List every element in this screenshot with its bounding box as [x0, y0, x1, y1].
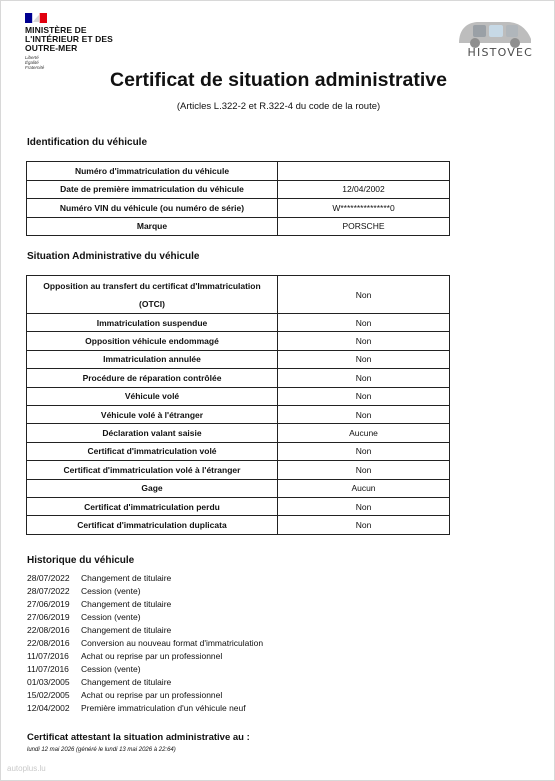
history-entry [27, 585, 263, 598]
row-label: Certificat d'immatriculation perdu [27, 497, 278, 515]
table-row [27, 461, 450, 479]
row-value: W***************0 [278, 199, 450, 218]
row-value: Non [278, 350, 450, 368]
history-date: 15/02/2005 [27, 690, 70, 700]
history-entry [27, 689, 263, 702]
history-heading: Historique du véhicule [27, 555, 135, 566]
row-value: Non [278, 314, 450, 332]
certificate-heading: Certificat attestant la situation administrative au : [27, 732, 250, 743]
row-value: Non [278, 276, 450, 314]
header [25, 13, 535, 73]
row-label: Certificat d'immatriculation volé [27, 442, 278, 460]
row-value: Aucun [278, 479, 450, 497]
history-date: 22/08/2016 [27, 625, 70, 635]
table-row [27, 424, 450, 442]
history-date: 01/03/2005 [27, 677, 70, 687]
page-title: Certificat de situation administrative [110, 69, 447, 91]
history-date: 28/07/2022 [27, 573, 70, 583]
row-label: Numéro d'immatriculation du véhicule [27, 162, 278, 181]
history-date: 28/07/2022 [27, 586, 70, 596]
history-date: 22/08/2016 [27, 638, 70, 648]
identification-table [26, 161, 450, 236]
row-label: Marque [27, 217, 278, 236]
history-entry [27, 624, 263, 637]
row-label: Véhicule volé [27, 387, 278, 405]
table-row [27, 350, 450, 368]
row-value: Non [278, 461, 450, 479]
history-entry [27, 611, 263, 624]
history-event: Changement de titulaire [81, 573, 172, 583]
row-value [278, 162, 450, 181]
table-row [27, 442, 450, 460]
table-row [27, 332, 450, 350]
history-event: Changement de titulaire [81, 599, 172, 609]
history-event: Changement de titulaire [81, 625, 172, 635]
table-row [27, 162, 450, 181]
history-event: Achat ou reprise par un professionnel [81, 690, 223, 700]
history-event: Conversion au nouveau format d'immatriculation [81, 638, 264, 648]
table-row [27, 199, 450, 218]
situation-heading: Situation Administrative du véhicule [27, 251, 200, 262]
row-value: 12/04/2002 [278, 180, 450, 199]
table-row [27, 180, 450, 199]
history-date: 11/07/2016 [27, 664, 69, 674]
row-label: Immatriculation suspendue [27, 314, 278, 332]
certificate-date: lundi 12 mai 2026 (généré le lundi 13 mai 2026 à 22:64) [27, 747, 176, 753]
table-row [27, 276, 450, 314]
history-entry [27, 598, 263, 611]
history-date: 12/04/2002 [27, 703, 70, 713]
row-value: PORSCHE [278, 217, 450, 236]
row-label: Opposition au transfert du certificat d'Immatriculation (OTCI) [27, 276, 278, 314]
row-label: Gage [27, 479, 278, 497]
history-entry [27, 650, 263, 663]
table-row [27, 479, 450, 497]
histovec-logo-text: HISTOVEC [467, 46, 533, 59]
history-event: Cession (vente) [81, 586, 141, 596]
history-date: 27/06/2019 [27, 599, 70, 609]
row-label: Certificat d'immatriculation volé à l'étranger [27, 461, 278, 479]
marianne-flag-icon [25, 13, 47, 23]
table-row [27, 405, 450, 423]
table-row [27, 516, 450, 534]
row-value: Non [278, 497, 450, 515]
row-value: Aucune [278, 424, 450, 442]
table-row [27, 217, 450, 236]
row-value: Non [278, 332, 450, 350]
table-row [27, 387, 450, 405]
history-list [27, 572, 263, 715]
history-event: Cession (vente) [81, 664, 141, 674]
ministry-name: MINISTÈRE DE L'INTÉRIEUR ET DES OUTRE-MER [25, 25, 113, 53]
table-row [27, 369, 450, 387]
row-value: Non [278, 405, 450, 423]
row-label: Date de première immatriculation du véhicule [27, 180, 278, 199]
row-value: Non [278, 442, 450, 460]
row-value: Non [278, 369, 450, 387]
history-event: Cession (vente) [81, 612, 141, 622]
row-label: Véhicule volé à l'étranger [27, 405, 278, 423]
history-event: Changement de titulaire [81, 677, 172, 687]
identification-heading: Identification du véhicule [27, 137, 148, 148]
table-row [27, 314, 450, 332]
history-entry [27, 702, 263, 715]
row-label: Numéro VIN du véhicule (ou numéro de série) [27, 199, 278, 218]
history-entry [27, 676, 263, 689]
row-label: Déclaration valant saisie [27, 424, 278, 442]
page-subtitle: (Articles L.322-2 et R.322-4 du code de la route) [176, 101, 381, 112]
row-value: Non [278, 516, 450, 534]
history-date: 27/06/2019 [27, 612, 70, 622]
history-entry [27, 572, 263, 585]
situation-table [26, 275, 450, 535]
republic-motto: Liberté Égalité Fraternité [25, 55, 45, 70]
row-label: Certificat d'immatriculation duplicata [27, 516, 278, 534]
history-entry [27, 663, 263, 676]
row-label: Procédure de réparation contrôlée [27, 369, 278, 387]
row-label: Immatriculation annulée [27, 350, 278, 368]
watermark: autoplus.lu [7, 764, 46, 773]
row-value: Non [278, 387, 450, 405]
history-event: Première immatriculation d'un véhicule neuf [81, 703, 246, 713]
history-event: Achat ou reprise par un professionnel [81, 651, 223, 661]
history-date: 11/07/2016 [27, 651, 69, 661]
history-entry [27, 637, 263, 650]
row-label: Opposition véhicule endommagé [27, 332, 278, 350]
table-row [27, 497, 450, 515]
